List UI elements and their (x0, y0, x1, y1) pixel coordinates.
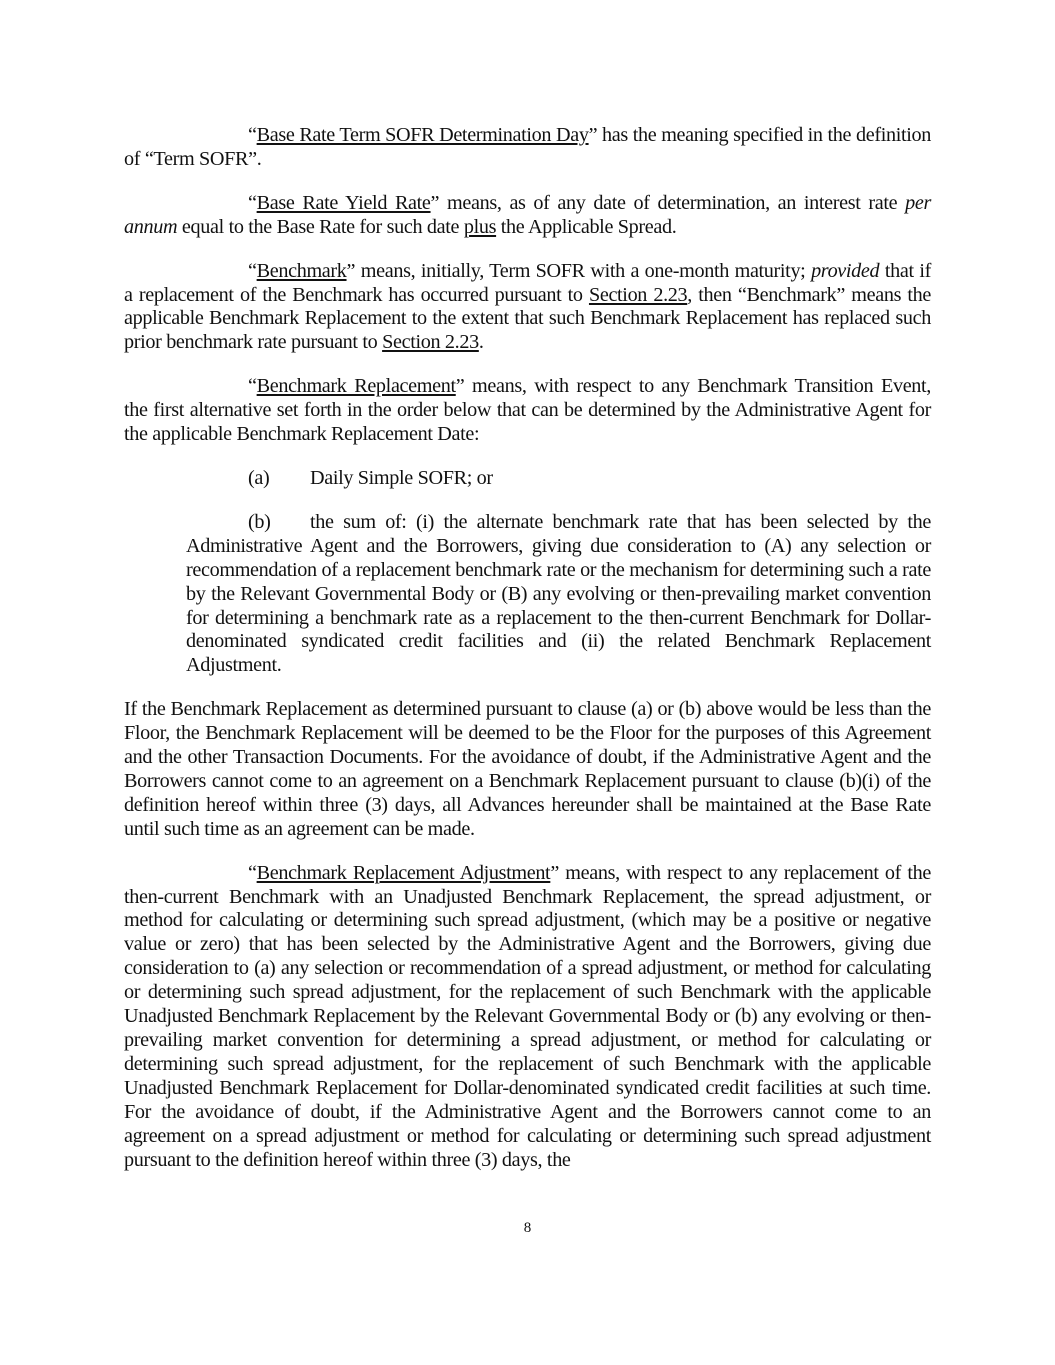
definition-benchmark (124, 260, 931, 356)
defined-term: Base Rate Yield Rate (256, 191, 431, 214)
open-quote: “ (248, 259, 257, 282)
italic-text: provided (811, 259, 880, 282)
definition-text: ” means, as of any date of determination, an interest rate (430, 191, 906, 214)
defined-term: Benchmark Replacement (256, 375, 456, 398)
definition-base-rate-term-sofr-determination-day (124, 124, 931, 172)
section-reference-link[interactable]: Section 2.23 (588, 283, 688, 306)
open-quote: “ (248, 861, 257, 884)
clause-text: Daily Simple SOFR; or (310, 466, 493, 489)
definition-text: ” has the meaning specified in the definition of “Term SOFR”. (124, 124, 931, 170)
definition-benchmark-replacement (124, 375, 931, 447)
open-quote: “ (248, 124, 257, 146)
clause-b (186, 511, 931, 678)
clause-text: the sum of: (i) the alternate benchmark rate that has been selected by the Administrative Agent and the Borrowers, giving due consideration to (A) any selection or recommendation of a replacement benchmark rate or the mechanism for determining such a rate by the Relevant Governmental Body or (B) any evolving or then-prevailing market convention for determining a benchmark rate as a replacement to the then-current Benchmark for Dollar-denominated syndicated credit facilities and (ii) the related Benchmark Replacement Adjustment. (186, 510, 931, 677)
italic-text: per annum (124, 191, 932, 238)
definition-text: . (478, 331, 484, 354)
underlined-text: plus (463, 215, 497, 238)
defined-term: Base Rate Term SOFR Determination Day (256, 124, 589, 146)
clause-label: (a) (248, 466, 270, 489)
definition-benchmark-replacement-adjustment (124, 862, 931, 1173)
open-quote: “ (248, 375, 257, 398)
definition-text: ” means, with respect to any replacement of the then-current Benchmark with an Unadjusted Benchmark Replacement, the spread adjustment, or method for calculating or determining such spread adjustment, (which may be a positive or negative value or zero) that has been selected by the Administrative Agent and the Borrowers, giving due consideration to (a) any selection or recommendation of a spread adjustment, or method for calculating or determining such spread adjustment, for the replacement of such Benchmark with the applicable Unadjusted Benchmark Replacement by the Relevant Governmental Body or (b) any evolving or then-prevailing market convention for determining a spread adjustment, or method for calculating or determining such spread adjustment, for the replacement of such Benchmark with the applicable Unadjusted Benchmark Replacement for Dollar-denominated syndicated credit facilities at such time. For the avoidance of doubt, if the Administrative Agent and the Borrowers cannot come to an agreement on a spread adjustment or method for calculating or determining such spread adjustment pursuant to the definition hereof within three (3) days, the (124, 861, 931, 1171)
section-reference-link[interactable]: Section 2.23 (382, 331, 479, 354)
page-number: 8 (523, 1220, 532, 1236)
document-page (124, 124, 931, 1192)
clause-a (124, 467, 931, 491)
definition-base-rate-yield-rate (124, 192, 931, 240)
clause-label: (b) (248, 510, 271, 533)
paragraph-text: If the Benchmark Replacement as determined pursuant to clause (a) or (b) above would be less than the Floor, the Benchmark Replacement will be deemed to be the Floor for the purposes of this Agreement and the other Transaction Documents. For the avoidance of doubt, if the Administrative Agent and the Borrowers cannot come to an agreement on a Benchmark Replacement pursuant to clause (b)(i) of the definition hereof within three (3) days, all Advances hereunder shall be maintained at the Base Rate until such time as an agreement can be made. (124, 698, 931, 840)
definition-text: equal to the Base Rate for such date (177, 215, 464, 238)
open-quote: “ (248, 191, 257, 214)
definition-text: ” means, with respect to any Benchmark Transition Event, the first alternative set forth in the order below that can be determined by the Administrative Agent for the applicable Benchmark Replacement Date: (124, 375, 931, 446)
floor-paragraph (124, 698, 931, 841)
definition-text: ” means, initially, Term SOFR with a one-month maturity; (346, 259, 812, 282)
defined-term: Benchmark (256, 259, 347, 282)
defined-term: Benchmark Replacement Adjustment (256, 861, 551, 884)
definition-text: , then “Benchmark” means the applicable Benchmark Replacement to the extent that such Benchmark Replacement has replaced such prior benchmark rate pursuant to (124, 283, 931, 354)
definition-text: the Applicable Spread. (496, 215, 677, 238)
definition-text: that if a replacement of the Benchmark has occurred pursuant to (124, 259, 931, 306)
